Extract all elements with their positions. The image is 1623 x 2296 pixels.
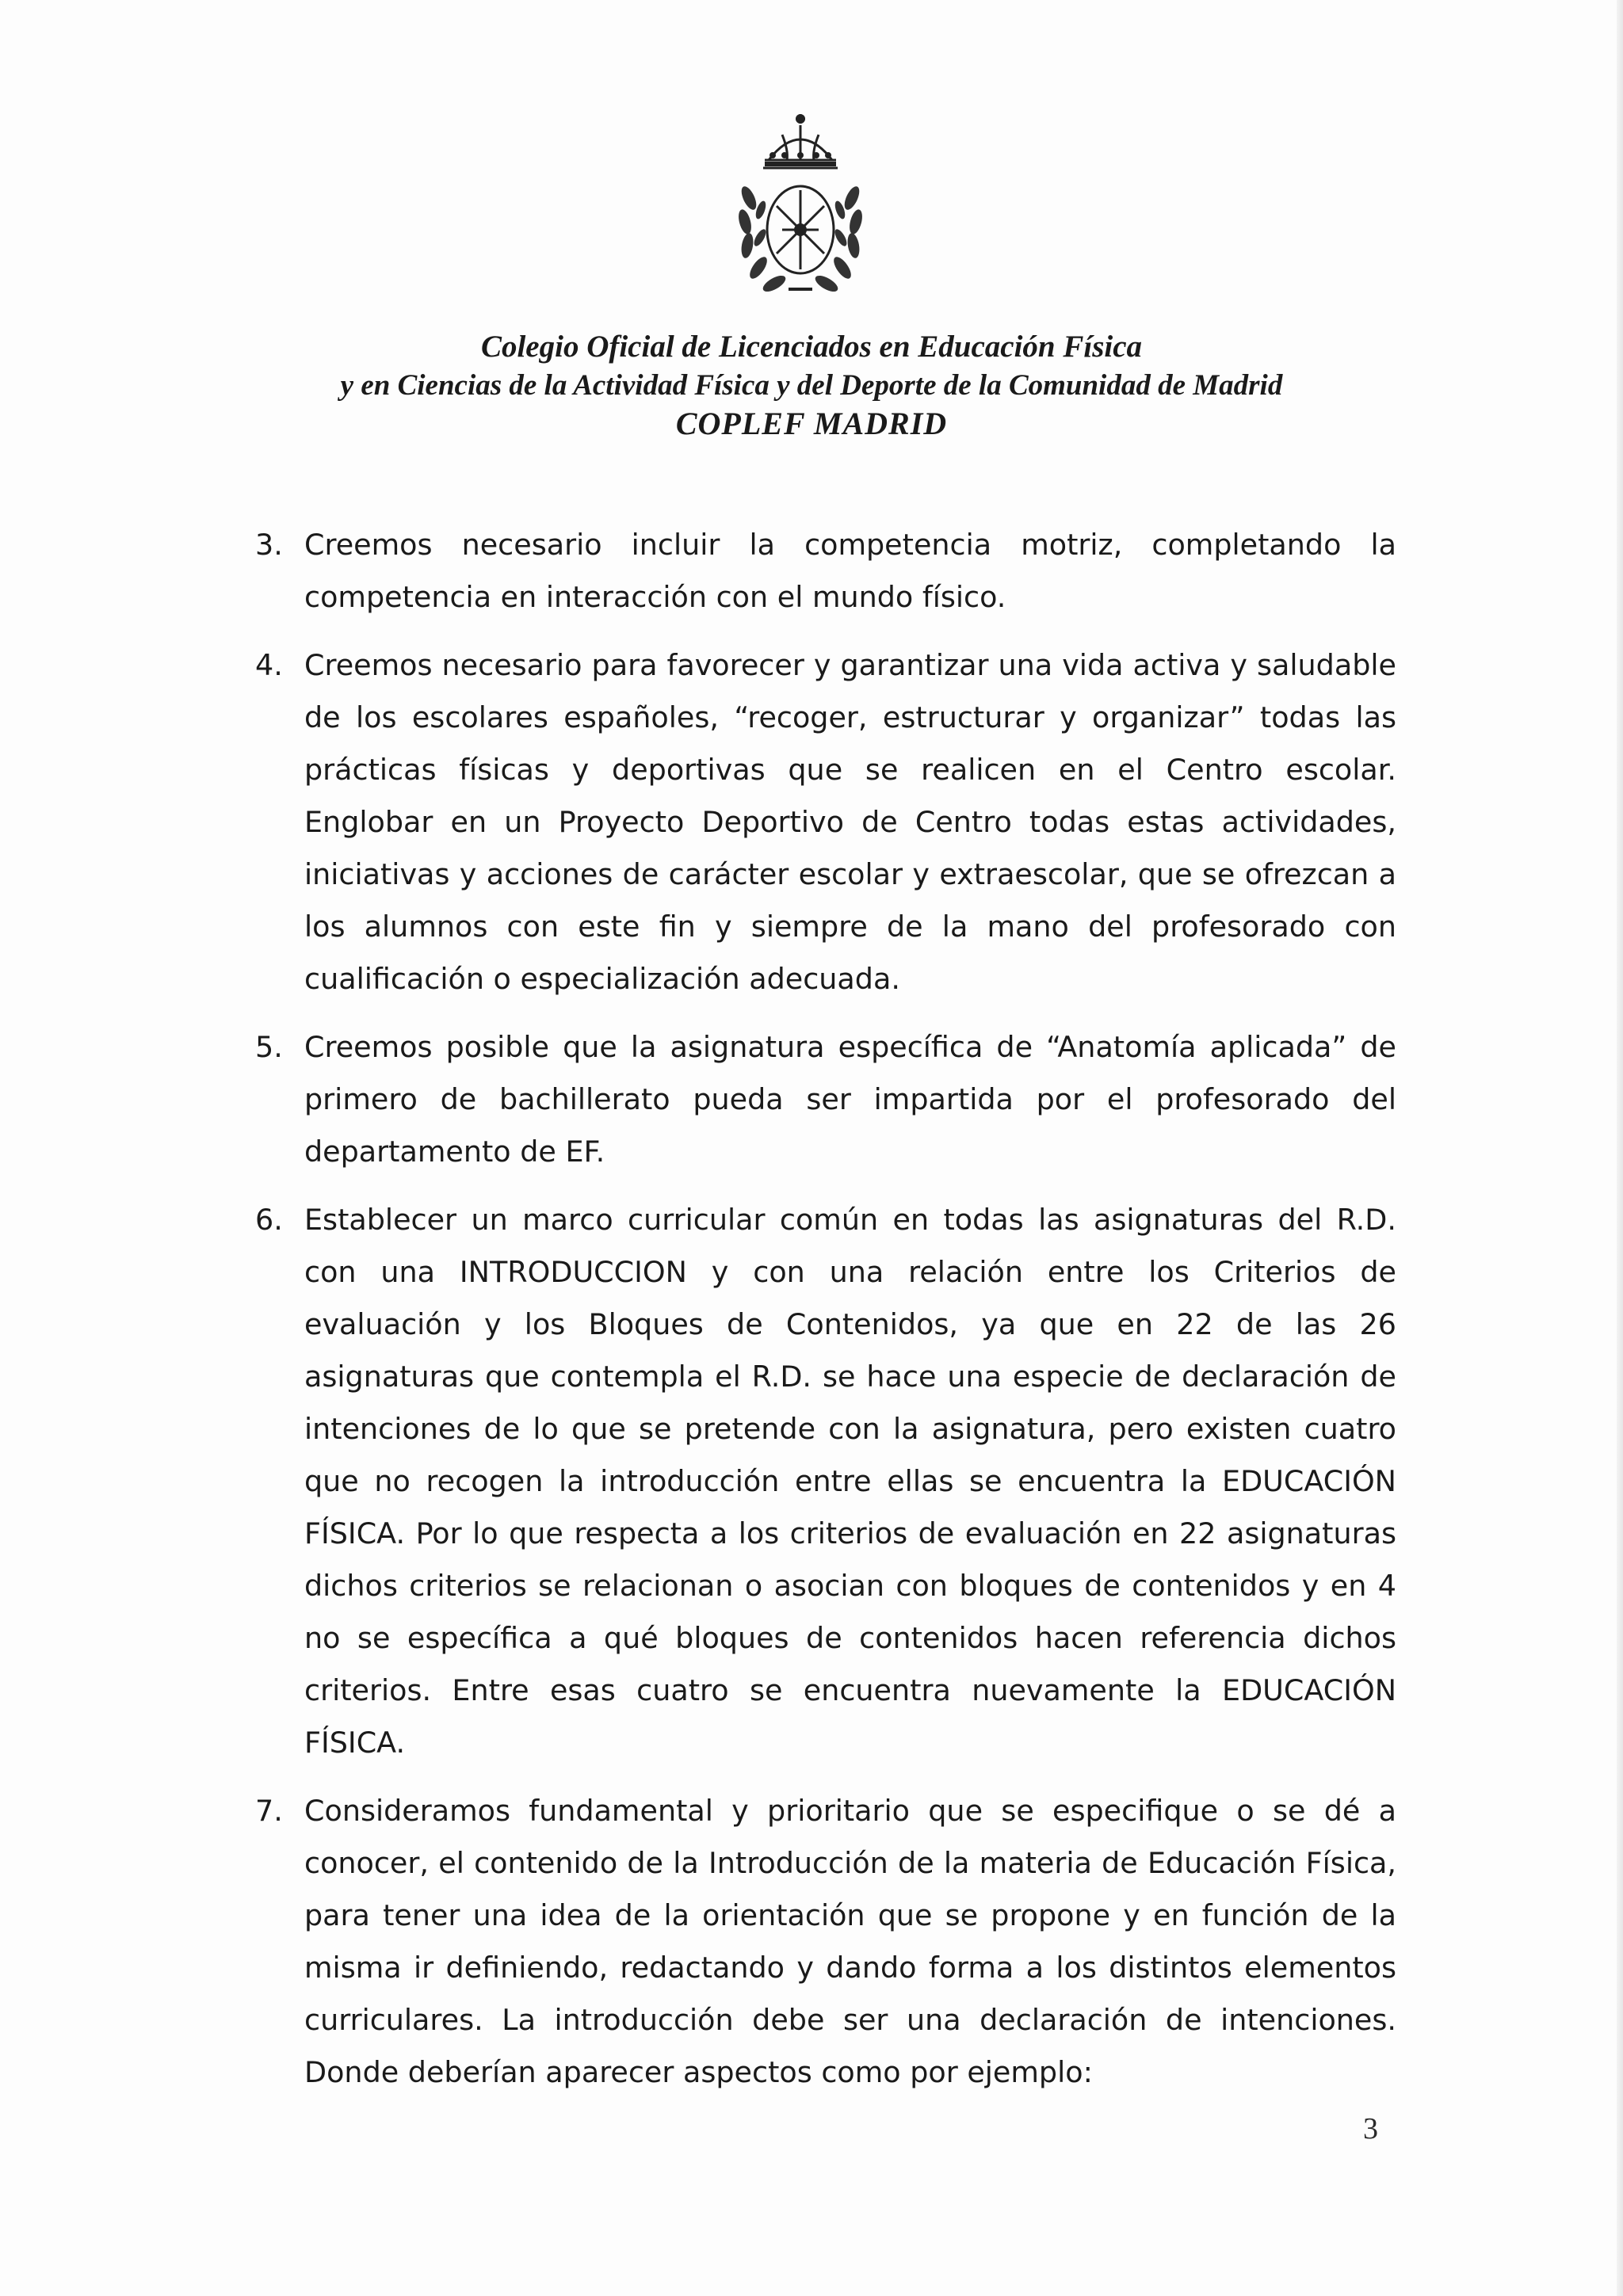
letterhead-organization-name: Colegio Oficial de Licenciados en Educación Física — [480, 330, 1143, 364]
list-item-text: Creemos necesario incluir la competencia motriz, completando la competencia en interacción con el mundo físico. — [304, 528, 1396, 614]
letterhead-acronym: COPLEF MADRID — [675, 406, 948, 441]
list-item-number: 7. — [255, 1794, 283, 1828]
list-item-number: 6. — [255, 1203, 283, 1237]
list-item — [255, 639, 1396, 1005]
page-number: 3 — [1363, 2112, 1378, 2145]
list-item-text: Creemos posible que la asignatura específica de “Anatomía aplicada” de primero de bachillerato pueda ser impartida por el profesorado del departamento de EF. — [304, 1030, 1396, 1169]
list-item-number: 5. — [255, 1030, 283, 1064]
scan-edge — [1617, 0, 1623, 2296]
list-item-text: Consideramos fundamental y prioritario que se especifique o se dé a conocer, el contenido de la Introducción de la materia de Educación Física, para tener una idea de la orientación que se propone y en función de la misma ir definiendo, redactando y dando forma a los distintos elementos curriculares. La introducción debe ser una declaración de intenciones. Donde deberían aparecer aspectos como por ejemplo: — [304, 1794, 1396, 2089]
crown-laurel-crest-icon — [725, 111, 876, 301]
numbered-list — [255, 519, 1396, 2115]
letterhead-organization-subtitle: y en Ciencias de la Actividad Física y del Deporte de la Comunidad de Madrid — [340, 369, 1283, 402]
list-item — [255, 1194, 1396, 1769]
list-item — [255, 1021, 1396, 1178]
list-item — [255, 519, 1396, 624]
list-item-number: 4. — [255, 648, 283, 682]
list-item — [255, 1785, 1396, 2099]
list-item-text: Creemos necesario para favorecer y garantizar una vida activa y saludable de los escolares españoles, “recoger, estructurar y organizar” todas las prácticas físicas y deportivas que se realicen en el Centro escolar. Englobar en un Proyecto Deportivo de Centro todas estas actividades, iniciativas y acciones de carácter escolar y extraescolar, que se ofrezcan a los alumnos con este fin y siempre de la mano del profesorado con cualificación o especialización adecuada. — [304, 648, 1396, 996]
list-item-text: Establecer un marco curricular común en todas las asignaturas del R.D. con una INTRODUCCION y con una relación entre los Criterios de evaluación y los Bloques de Contenidos, ya que en 22 de las 26 asignaturas que contempla el R.D. se hace una especie de declaración de intenciones de lo que se pretende con la asignatura, pero existen cuatro que no recogen la introducción entre ellas se encuentra la EDUCACIÓN FÍSICA. Por lo que respecta a los criterios de evaluación en 22 asignaturas dichos criterios se relacionan o asocian con bloques de contenidos y en 4 no se específica a qué bloques de contenidos hacen referencia dichos criterios. Entre esas cuatro se encuentra nuevamente la EDUCACIÓN FÍSICA. — [304, 1203, 1396, 1760]
list-item-number: 3. — [255, 528, 283, 562]
